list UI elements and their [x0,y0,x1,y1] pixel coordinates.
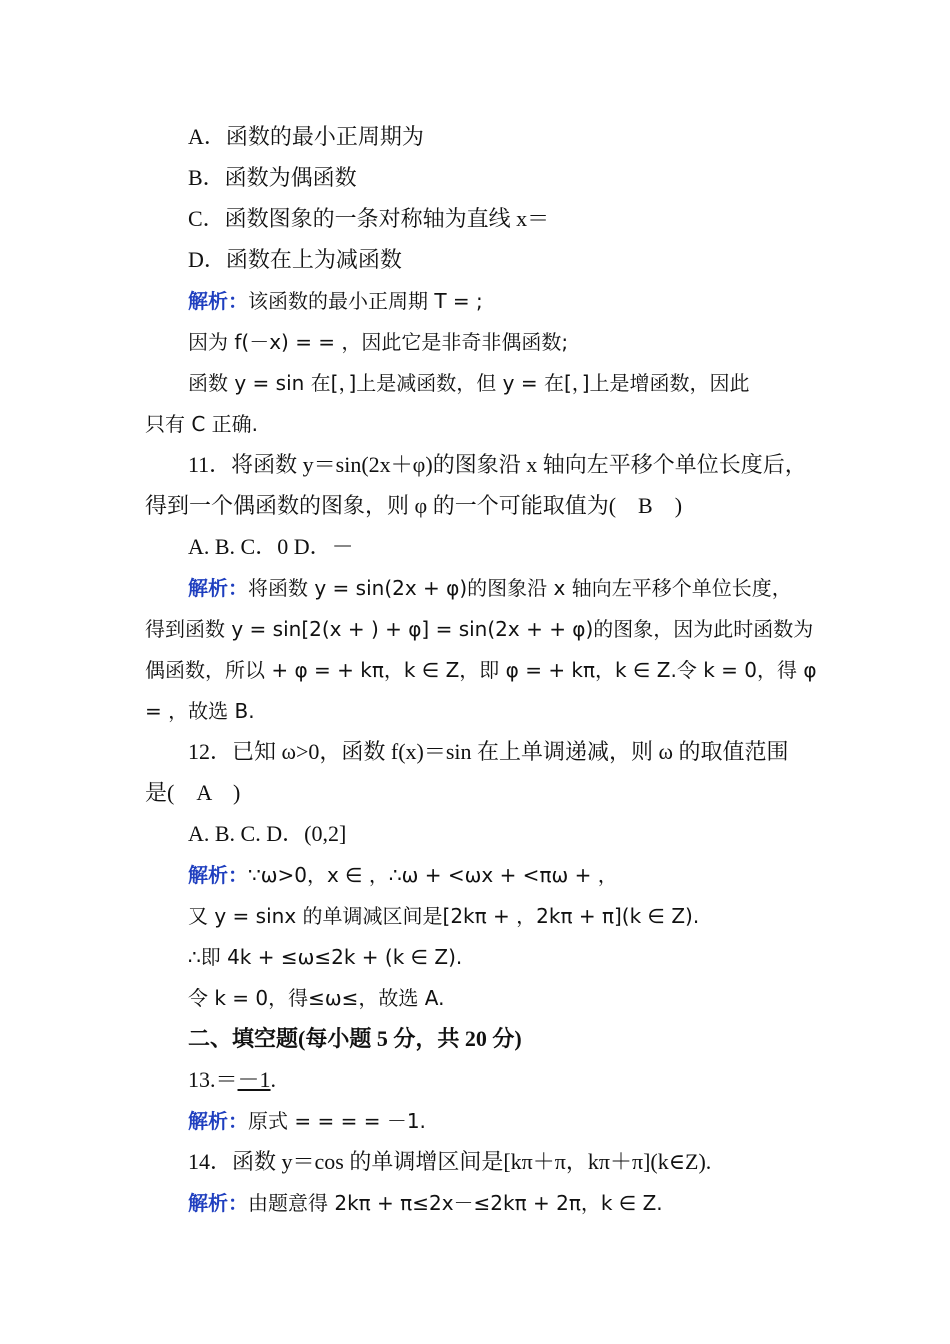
solution-11-line-3 [145,655,817,685]
solution-12-line-4 [188,983,444,1013]
question-text: 得到一个偶函数的图象，则 φ 的一个可能取值为( B ) [145,493,683,518]
option-c [188,204,549,234]
solution-12-line-1 [188,860,618,890]
solution-text: 又 y = sinx 的单调减区间是[2kπ + ，2kπ + π](k ∈ Z). [188,904,700,928]
question-text: 13.＝ [188,1067,238,1092]
question-13 [188,1065,276,1095]
solution-10-line-1 [188,286,483,316]
option-b [188,163,357,193]
option-d-text: D．函数在上为减函数 [188,247,402,272]
solution-12-line-2 [188,901,699,931]
section-heading [188,1024,522,1054]
solution-text: ∵ω>0，x ∈ ，∴ω + <ωx + <πω + ， [248,863,618,887]
solution-text: ∴即 4k + ≤ω≤2k + (k ∈ Z). [188,945,463,969]
solution-11-line-4 [145,696,255,726]
question-text: 11．将函数 y＝sin(2x＋φ)的图象沿 x 轴向左平移个单位长度后， [188,452,807,477]
solution-text: 原式 = = = = －1. [248,1109,426,1133]
option-b-text: B．函数为偶函数 [188,165,357,190]
solution-text: 函数 y = sin 在[，]上是减函数，但 y = 在[，]上是增函数，因此 [188,371,750,395]
solution-text: = ，故选 B. [145,699,255,723]
section-heading-text: 二、填空题(每小题 5 分，共 20 分) [188,1026,522,1051]
solution-text: 令 k = 0，得≤ω≤，故选 A. [188,986,445,1010]
question-11-options [188,532,354,562]
solution-label: 解析： [188,289,248,313]
question-text: 是( A ) [145,780,241,805]
solution-label: 解析： [188,863,248,887]
answer-blank: －1 [237,1067,271,1092]
solution-text: 由题意得 2kπ + π≤2x－≤2kπ + 2π，k ∈ Z. [248,1191,663,1215]
solution-11-line-1 [188,573,792,603]
solution-11-line-2 [145,614,813,644]
question-11-line-2 [145,491,682,521]
solution-14 [188,1188,663,1218]
option-a [188,122,424,152]
solution-text: 因为 f(－x) = = ，因此它是非奇非偶函数; [188,330,569,354]
options-text: A. B. C. D．(0,2] [188,821,347,846]
solution-text: 将函数 y = sin(2x + φ)的图象沿 x 轴向左平移个单位长度， [248,576,792,600]
question-text: 14．函数 y＝cos 的单调增区间是[kπ＋π，kπ＋π](k∈Z). [188,1149,712,1174]
solution-13 [188,1106,426,1136]
question-11-line-1 [188,450,807,480]
question-text: 12．已知 ω>0，函数 f(x)＝sin 在上单调递减，则 ω 的取值范围 [188,739,789,764]
option-c-text: C．函数图象的一条对称轴为直线 x＝ [188,206,550,231]
question-text: . [270,1067,277,1092]
option-a-text: A．函数的最小正周期为 [188,124,424,149]
question-12-options [188,819,346,849]
solution-text: 偶函数，所以 + φ = + kπ，k ∈ Z，即 φ = + kπ，k ∈ Z.令 k = 0，得 φ [145,658,817,682]
option-d [188,245,402,275]
solution-label: 解析： [188,576,248,600]
solution-10-line-3 [188,368,750,398]
question-14 [188,1147,711,1177]
question-12-line-1 [188,737,789,767]
question-12-line-2 [145,778,240,808]
solution-10-line-4 [145,409,258,439]
options-text: A. B. C．0 D．－ [188,534,354,559]
solution-text: 只有 C 正确. [145,412,259,436]
solution-12-line-3 [188,942,462,972]
solution-label: 解析： [188,1191,248,1215]
solution-text: 得到函数 y = sin[2(x + ) + φ] = sin(2x + + φ)的图象，因为此时函数为 [145,617,814,641]
solution-label: 解析： [188,1109,248,1133]
solution-text: 该函数的最小正周期 T = ; [248,289,483,313]
solution-10-line-2 [188,327,568,357]
